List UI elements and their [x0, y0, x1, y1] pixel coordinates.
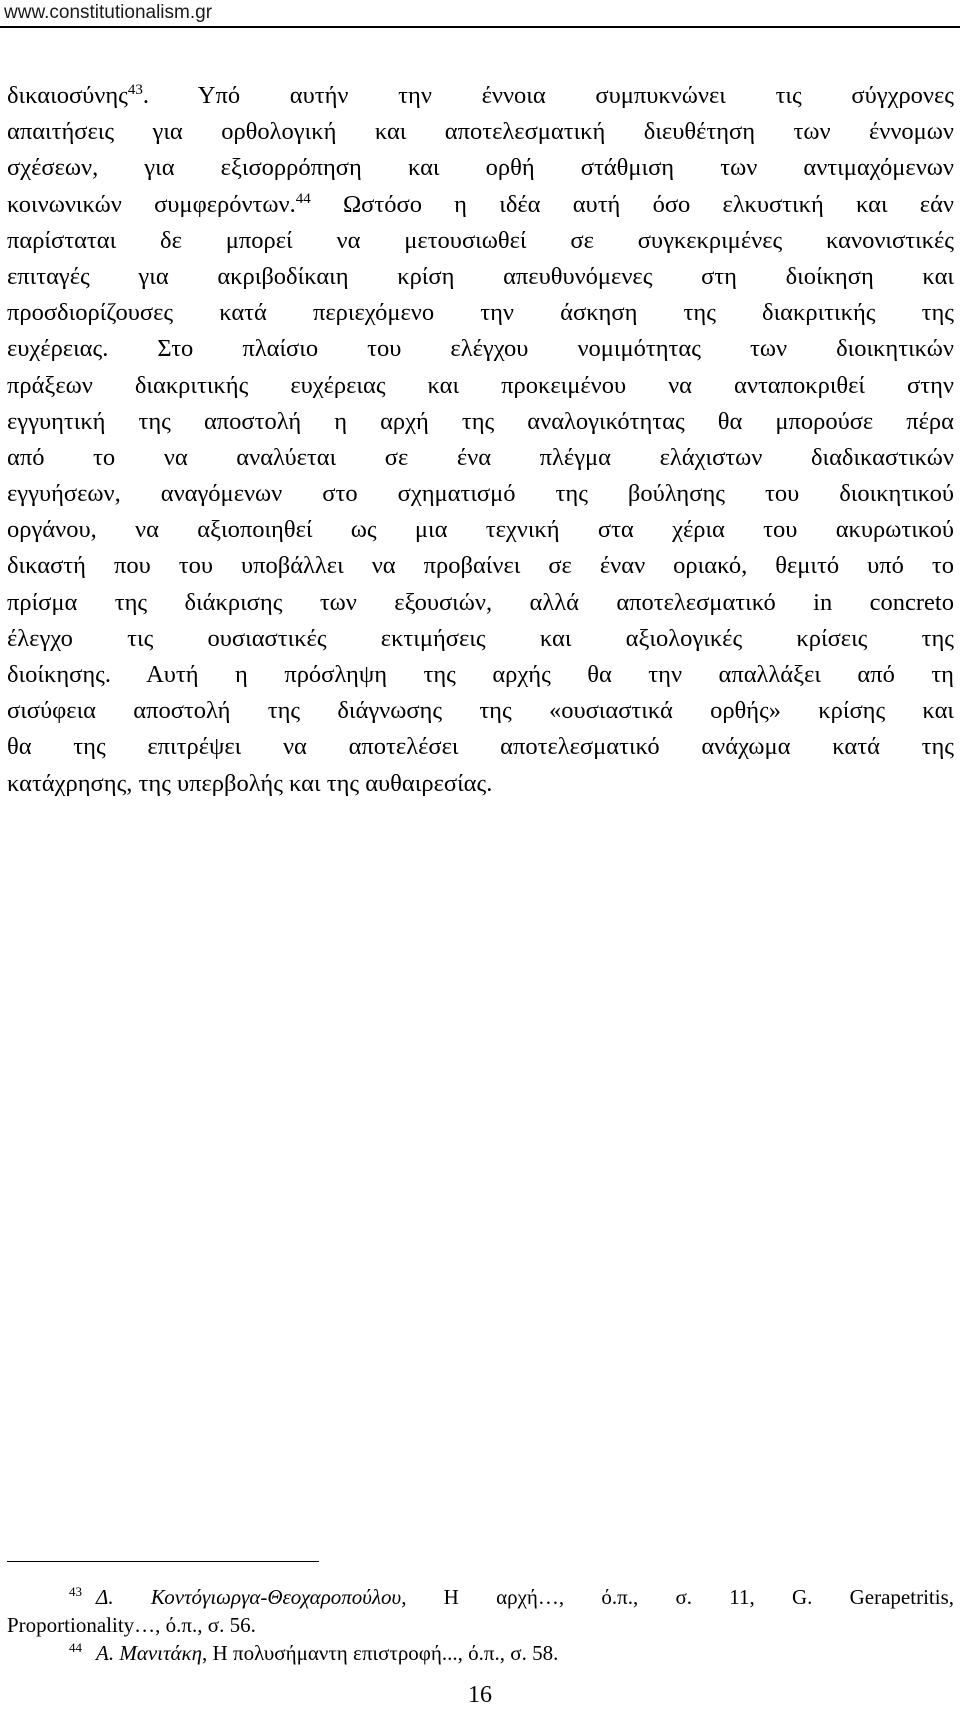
footnote-separator: [7, 1561, 319, 1562]
footnote-ref-43: 43: [127, 81, 143, 98]
footnote-text: , Η αρχή…, ό.π., σ. 11, G. Gerapetritis,: [401, 1585, 955, 1609]
body-line: από το να αναλύεται σε ένα πλέγμα ελάχιστων διαδικαστικών: [7, 443, 954, 471]
footnote-43: [7, 1583, 954, 1611]
body-line: προσδιορίζουσες κατά περιεχόμενο την άσκηση της διακριτικής της: [7, 299, 954, 327]
footnote-number: 43: [69, 1584, 82, 1599]
footnote-44: [7, 1639, 954, 1667]
body-line: εγγυήσεων, αναγόμενων στο σχηματισμό της βούλησης του διοικητικού: [7, 480, 954, 508]
body-line: σχέσεων, για εξισορρόπηση και ορθή στάθμιση των αντιμαχόμενων: [7, 154, 954, 182]
body-line: επιταγές για ακριβοδίκαιη κρίση απευθυνόμενες στη διοίκηση και: [7, 262, 954, 290]
footnote-number: 44: [69, 1640, 82, 1655]
body-line: [7, 187, 954, 223]
body-line-text: δικαιοσύνης: [7, 82, 128, 109]
body-line: εγγυητική της αποστολή η αρχή της αναλογικότητας θα μπορούσε πέρα: [7, 407, 954, 435]
body-line: απαιτήσεις για ορθολογική και αποτελεσματική διευθέτηση των έννομων: [7, 118, 954, 146]
body-line-text: Ωστόσο η ιδέα αυτή όσο ελκυστική και εάν: [310, 190, 954, 218]
body-line: κατάχρησης, της υπερβολής και της αυθαιρεσίας.: [7, 769, 493, 797]
body-line-text: κοινωνικών συμφερόντων.: [7, 190, 296, 218]
body-line: πράξεων διακριτικής ευχέρειας και προκειμένου να ανταποκριθεί στην: [7, 371, 954, 399]
body-line: παρίσταται δε μπορεί να μετουσιωθεί σε συγκεκριμένες κανονιστικές: [7, 226, 954, 254]
footnote-text: , Η πολυσήμαντη επιστροφή..., ό.π., σ. 58.: [202, 1641, 559, 1665]
footnote-author: Α. Μανιτάκη: [96, 1641, 203, 1665]
body-line: σισύφεια αποστολή της διάγνωσης της «ουσιαστικά ορθής» κρίσης και: [7, 697, 954, 725]
body-line-text: . Υπό αυτήν την έννοια συμπυκνώνει τις σύγχρονες: [142, 82, 954, 109]
body-paragraph: [7, 78, 954, 802]
body-line: πρίσμα της διάκρισης των εξουσιών, αλλά αποτελεσματικό in concreto: [7, 588, 954, 616]
body-line: δικαστή που του υποβάλλει να προβαίνει σε έναν οριακό, θεμιτό υπό το: [7, 552, 954, 580]
footnote-author: Δ. Κοντόγιωργα-Θεοχαροπούλου: [96, 1585, 402, 1609]
page-header: [0, 0, 960, 28]
footnote-ref-44: 44: [295, 190, 311, 207]
body-line: [7, 78, 954, 114]
body-line: θα της επιτρέψει να αποτελέσει αποτελεσματικό ανάχωμα κατά της: [7, 733, 954, 761]
body-line: διοίκησης. Αυτή η πρόσληψη της αρχής θα την απαλλάξει από τη: [7, 661, 954, 688]
body-line: έλεγχο τις ουσιαστικές εκτιμήσεις και αξιολογικές κρίσεις της: [7, 624, 954, 652]
body-line: οργάνου, να αξιοποιηθεί ως μια τεχνική στα χέρια του ακυρωτικού: [7, 516, 954, 544]
body-line: ευχέρειας. Στο πλαίσιο του ελέγχου νομιμότητας των διοικητικών: [7, 335, 954, 363]
page-number: 16: [468, 1682, 492, 1708]
header-url: www.constitutionalism.gr: [4, 2, 213, 23]
footnote-43-continuation: Proportionality…, ό.π., σ. 56.: [7, 1613, 256, 1637]
footnotes: [7, 1583, 954, 1667]
